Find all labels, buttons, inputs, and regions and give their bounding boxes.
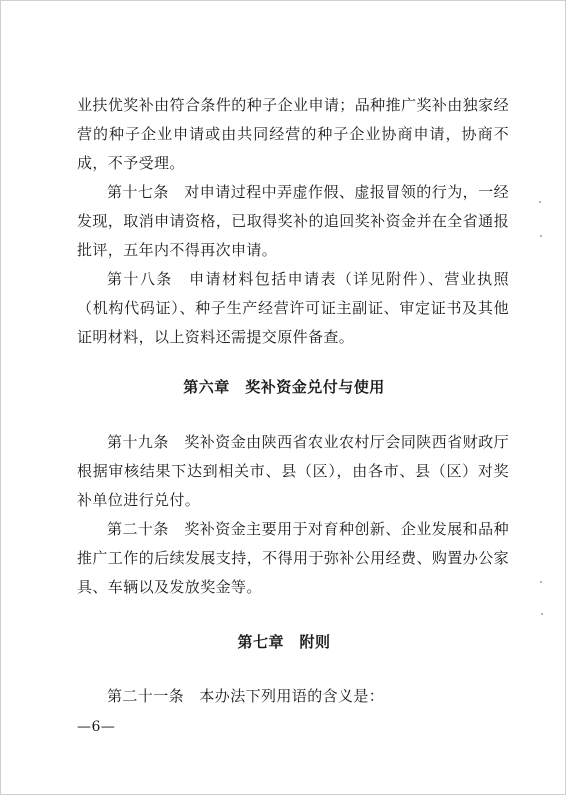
article-21: 第二十一条 本办法下列用语的含义是： xyxy=(107,687,385,705)
scan-speck xyxy=(540,235,542,237)
article-20: 第二十条 奖补资金主要用于对育种创新、企业发展和品种推广工作的后续发展支持，不得用于弥补公用经费、购置办公家具、车辆以及发放奖金等。 xyxy=(77,520,509,596)
scan-speck xyxy=(541,613,543,615)
page-number: —6— xyxy=(77,719,116,735)
scan-speck xyxy=(540,581,542,583)
article-19: 第十九条 奖补资金由陕西省农业农村厅会同陕西省财政厅根据审核结果下达到相关市、县（区），由各市、县（区）对奖补单位进行兑付。 xyxy=(77,433,509,509)
chapter-7-heading: 第七章 附则 xyxy=(237,633,331,651)
continued-paragraph: 业扶优奖补由符合条件的种子企业申请；品种推广奖补由独家经营的种子企业申请或由共同经营的种子企业协商申请，协商不成，不予受理。 xyxy=(77,96,509,172)
scan-speck xyxy=(539,201,541,203)
chapter-6-heading: 第六章 奖补资金兑付与使用 xyxy=(183,378,385,396)
article-18: 第十八条 申请材料包括申请表（详见附件）、营业执照（机构代码证）、种子生产经营许可证主副证、审定证书及其他证明材料，以上资料还需提交原件备查。 xyxy=(77,270,509,346)
article-17: 第十七条 对申请过程中弄虚作假、虚报冒领的行为，一经发现，取消申请资格，已取得奖补的追回奖补资金并在全省通报批评，五年内不得再次申请。 xyxy=(77,183,509,259)
